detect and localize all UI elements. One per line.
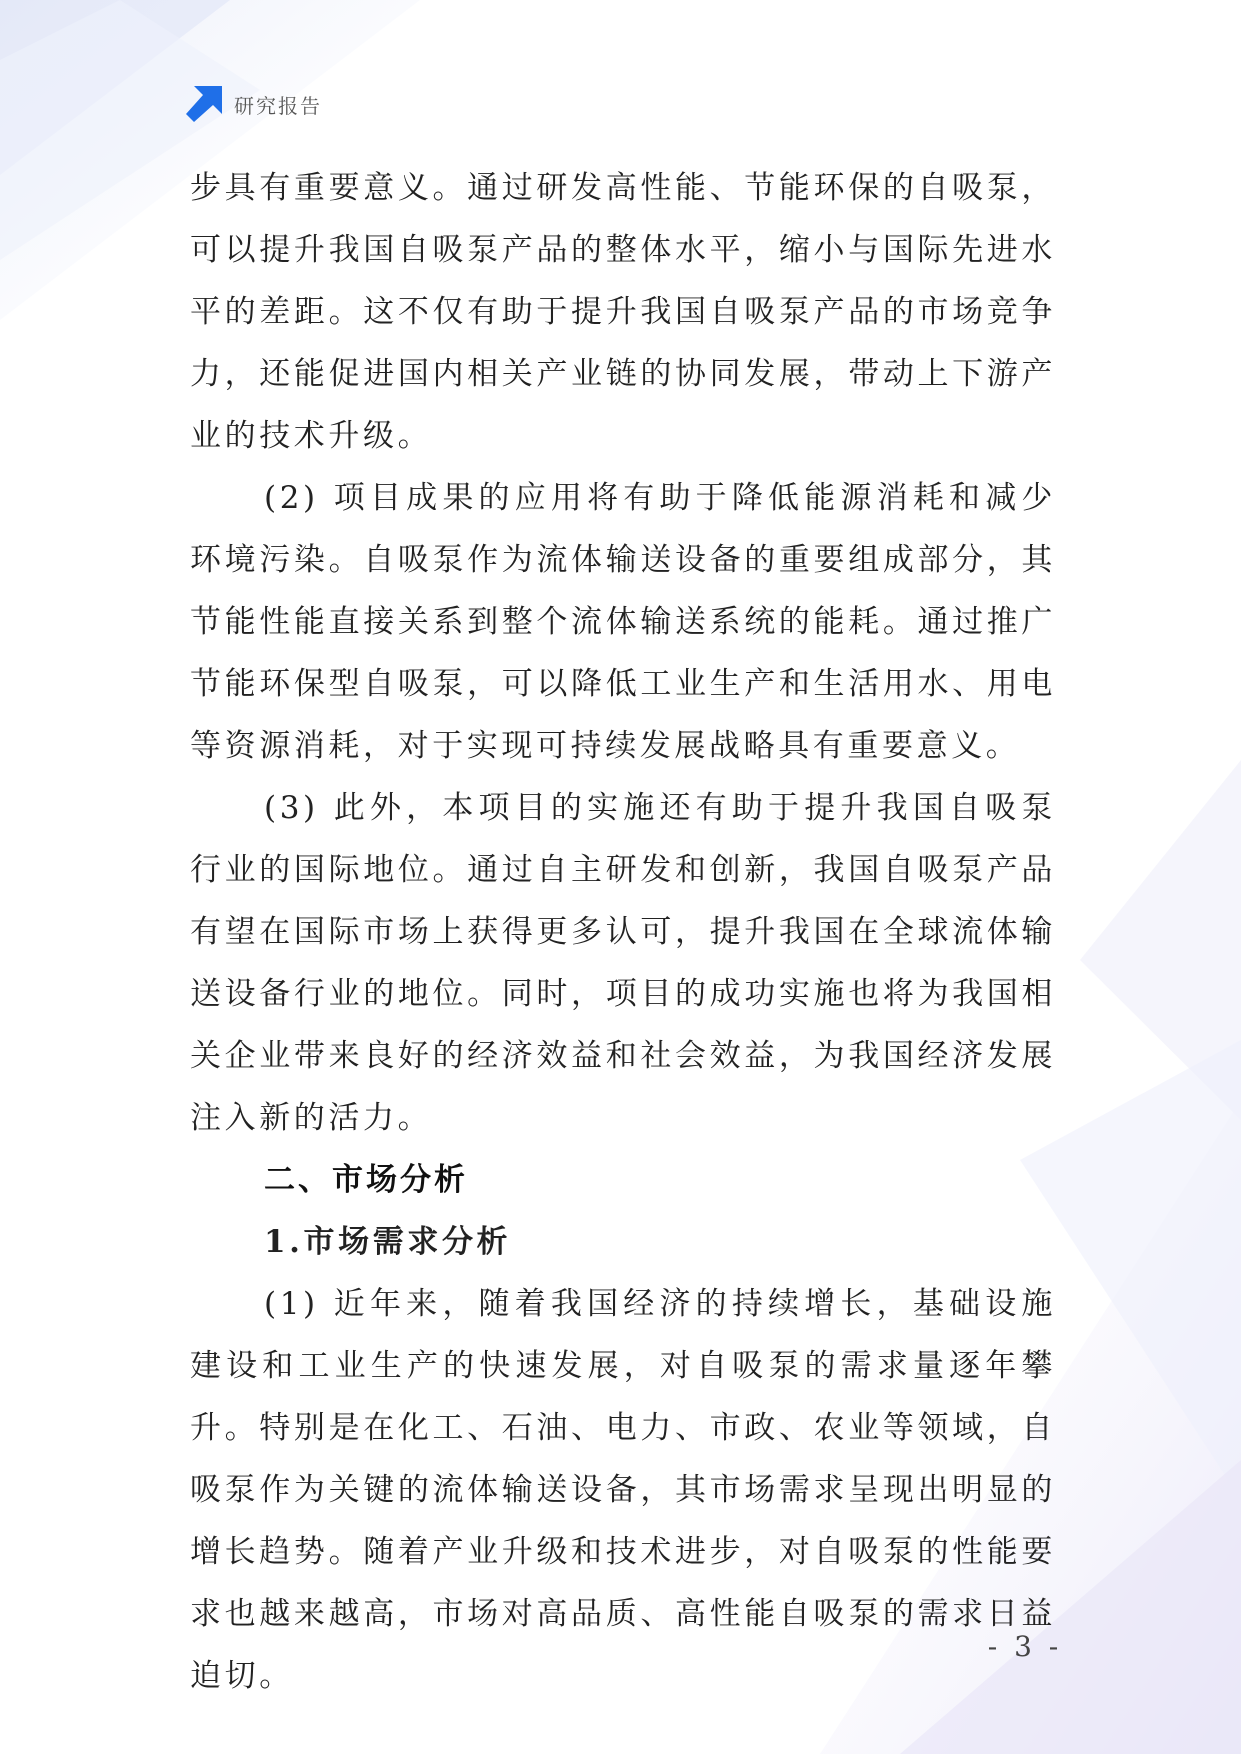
page-number: - 3 -: [987, 1630, 1063, 1663]
arrow-logo-icon: [186, 86, 222, 122]
subsection-heading: 1.市场需求分析: [264, 1224, 512, 1260]
paragraph-market-demand-1: (1) 近年来，随着我国经济的持续增长，基础设施建设和工业生产的快速发展，对自吸泵的需求量逐年攀升。特别是在化工、石油、电力、市政、农业等领域，自吸泵作为关键的流体输送设备，其市场需求呈现出明显的增长趋势。随着产业升级和技术进步，对自吸泵的性能要求也越来越高，市场对高品质、高性能自吸泵的需求日益迫切。: [190, 1286, 1056, 1694]
document-body: [190, 157, 1056, 1707]
document-header: [186, 86, 322, 122]
paragraph-item-2: (2) 项目成果的应用将有助于降低能源消耗和减少环境污染。自吸泵作为流体输送设备的重要组成部分，其节能性能直接关系到整个流体输送系统的能耗。通过推广节能环保型自吸泵，可以降低工业生产和生活用水、用电等资源消耗，对于实现可持续发展战略具有重要意义。: [190, 480, 1056, 764]
paragraph-continued: 步具有重要意义。通过研发高性能、节能环保的自吸泵，可以提升我国自吸泵产品的整体水平，缩小与国际先进水平的差距。这不仅有助于提升我国自吸泵产品的市场竞争力，还能促进国内相关产业链的协同发展，带动上下游产业的技术升级。: [190, 170, 1056, 454]
header-title: 研究报告: [234, 93, 322, 118]
section-heading: 二、市场分析: [264, 1162, 468, 1198]
paragraph-item-3: (3) 此外，本项目的实施还有助于提升我国自吸泵行业的国际地位。通过自主研发和创新，我国自吸泵产品有望在国际市场上获得更多认可，提升我国在全球流体输送设备行业的地位。同时，项目的成功实施也将为我国相关企业带来良好的经济效益和社会效益，为我国经济发展注入新的活力。: [190, 790, 1056, 1136]
